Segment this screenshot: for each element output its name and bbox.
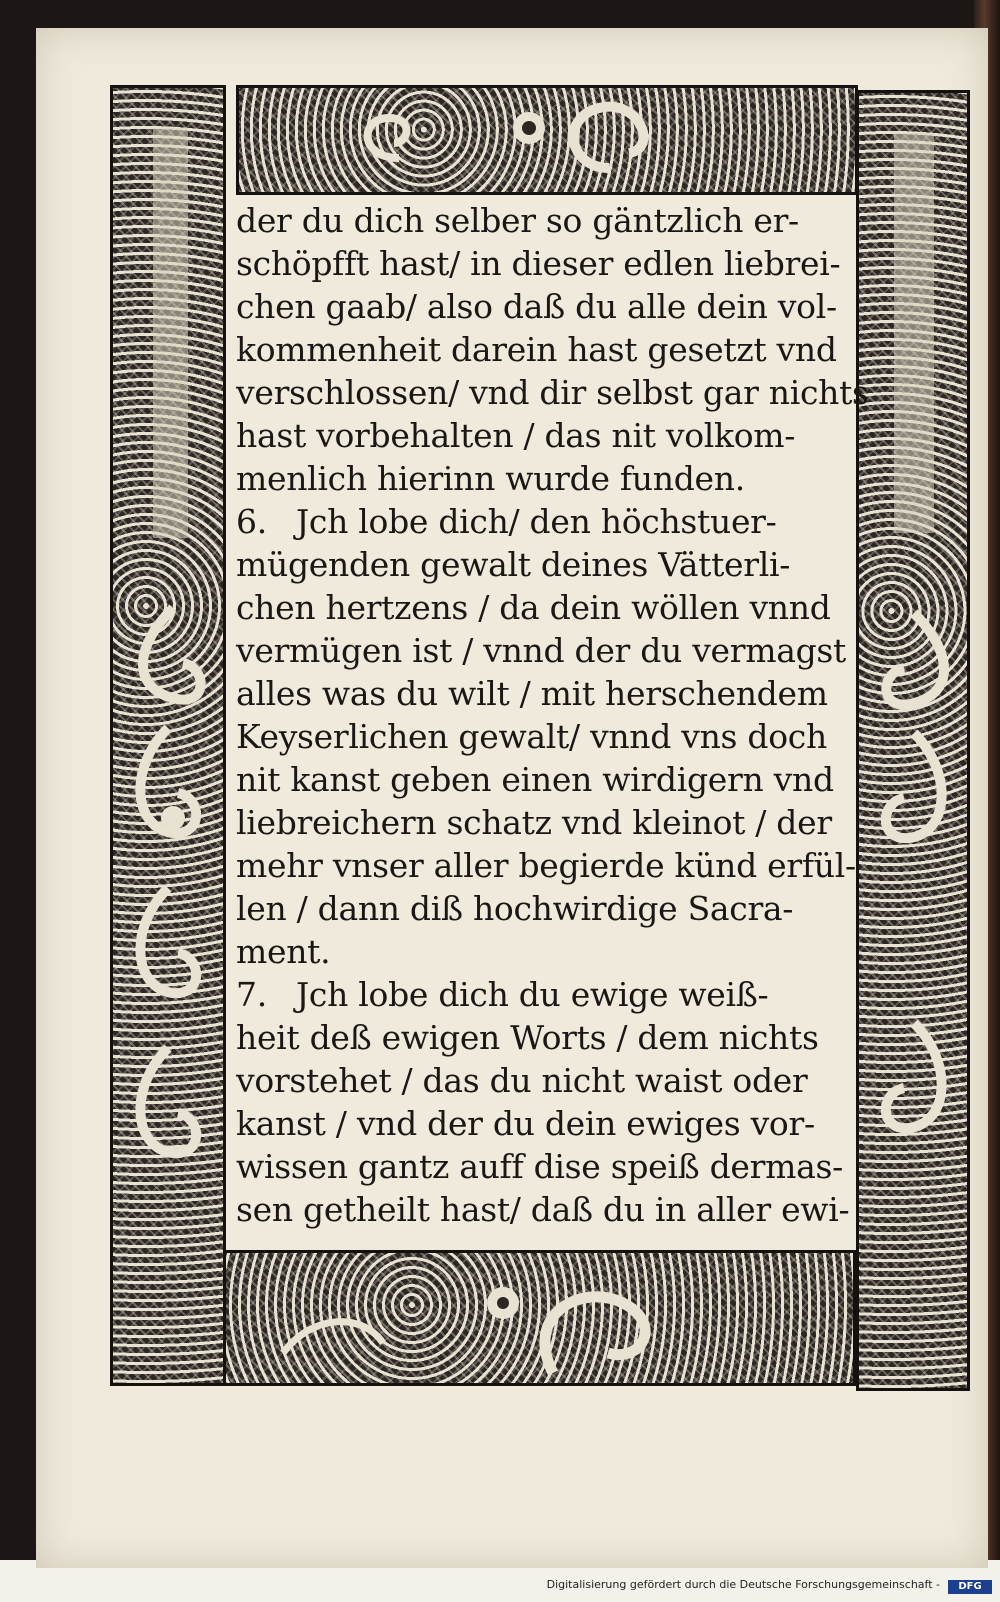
text-line: schöpfft hast/ in dieser edlen liebrei-: [236, 244, 841, 283]
woodcut-border-bottom: [220, 1250, 856, 1386]
text-line: vorstehet / das du nicht waist oder: [236, 1061, 808, 1100]
text-line: vermügen ist / vnnd der du vermagst: [236, 631, 847, 670]
text-line: sen getheilt hast/ daß du in aller ewi-: [236, 1190, 850, 1229]
text-line: hast vorbehalten / das nit volkom-: [236, 416, 796, 455]
text-line: ment.: [236, 932, 331, 971]
text-line: chen hertzens / da dein wöllen vnnd: [236, 588, 831, 627]
dfg-logo: DFG: [948, 1580, 992, 1594]
woodcut-border-right: [856, 90, 970, 1391]
text-line: wissen gantz auff dise speiß dermas-: [236, 1147, 843, 1186]
page-text-block: [236, 200, 869, 1245]
text-line: alles was du wilt / mit herschendem: [236, 674, 828, 713]
text-line: der du dich selber so gäntzlich er-: [236, 201, 799, 240]
text-line: nit kanst geben einen wirdigern vnd: [236, 760, 834, 799]
text-line: menlich hierinn wurde funden.: [236, 459, 745, 498]
text-line: chen gaab/ also daß du alle dein vol-: [236, 287, 837, 326]
text-line: 6. Jch lobe dich/ den höchstuer-: [236, 502, 777, 541]
text-line: len / dann diß hochwirdige Sacra-: [236, 889, 794, 928]
paragraph-number: 6.: [236, 502, 267, 541]
text-line: 7. Jch lobe dich du ewige weiß-: [236, 975, 769, 1014]
text-line: heit deß ewigen Worts / dem nichts: [236, 1018, 819, 1057]
text-line: mehr vnser aller begierde künd erfül-: [236, 846, 856, 885]
text-line: kanst / vnd der du dein ewiges vor-: [236, 1104, 815, 1143]
text-line: verschlossen/ vnd dir selbst gar nichts: [236, 373, 869, 412]
text-line: Keyserlichen gewalt/ vnnd vns doch: [236, 717, 827, 756]
text-line: mügenden gewalt deines Vätterli-: [236, 545, 791, 584]
woodcut-border-top: [236, 85, 858, 195]
text-line: liebreichern schatz vnd kleinot / der: [236, 803, 832, 842]
digitization-credit: Digitalisierung gefördert durch die Deutsche Forschungsgemeinschaft -: [546, 1578, 940, 1591]
woodcut-border-left: [110, 85, 226, 1386]
paragraph-number: 7.: [236, 975, 267, 1014]
text-line: kommenheit darein hast gesetzt vnd: [236, 330, 837, 369]
